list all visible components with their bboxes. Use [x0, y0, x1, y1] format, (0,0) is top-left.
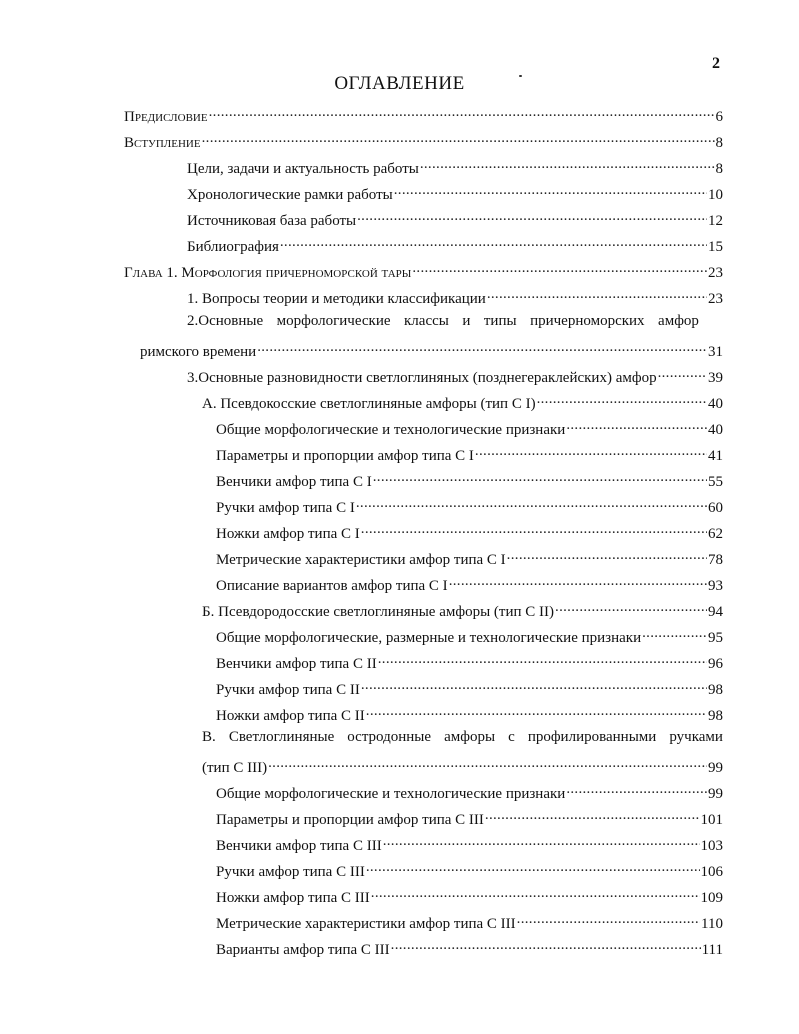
toc-entry [187, 285, 723, 308]
toc-entry [216, 442, 723, 465]
page-number: 2 [712, 55, 720, 72]
toc-entry-page: 40 [708, 396, 723, 412]
toc-entry-label: Метрические характеристики амфор типа С I [216, 552, 506, 568]
toc-entry-page: 78 [708, 552, 723, 568]
toc-entry-label: Метрические характеристики амфор типа С III [216, 916, 516, 932]
toc-leader [268, 754, 707, 772]
toc-leader [449, 572, 707, 590]
toc-entry [216, 936, 723, 959]
toc-entry [216, 702, 723, 725]
toc-entry [216, 858, 723, 881]
toc-entry-page: 10 [708, 187, 723, 203]
toc-entry [202, 754, 723, 777]
toc-entry-page: 96 [708, 656, 723, 672]
word: остродонные [347, 729, 432, 745]
toc-entry [216, 806, 723, 829]
toc-entry [216, 520, 723, 543]
toc-leader [357, 207, 707, 225]
toc-entry-label: Хронологические рамки работы [187, 187, 393, 203]
scan-speck [519, 75, 522, 77]
toc-leader [202, 129, 715, 147]
toc-leader [356, 494, 707, 512]
toc-leader [366, 858, 700, 876]
toc-entry-page: 94 [708, 604, 723, 620]
toc-leader [566, 780, 707, 798]
word: с [508, 729, 515, 745]
word: ручками [669, 729, 723, 745]
toc-entry [216, 676, 723, 699]
toc-entry-label: Вступление [124, 135, 201, 151]
toc-leader [378, 650, 707, 668]
toc-entry-label: Ручки амфор типа С II [216, 682, 360, 698]
toc-entry [216, 650, 723, 673]
toc-entry-label: Венчики амфор типа С III [216, 838, 382, 854]
toc-entry-label: Параметры и пропорции амфор типа С I [216, 448, 474, 464]
toc-entry-label: Ручки амфор типа С I [216, 500, 355, 516]
toc-entry-label: Предисловие [124, 109, 208, 125]
toc-entry-label: Цели, задачи и актуальность работы [187, 161, 419, 177]
toc-entry [216, 624, 723, 647]
word: амфоры [444, 729, 496, 745]
toc-entry [216, 910, 723, 933]
toc-entry-page: 99 [708, 786, 723, 802]
toc-entry [187, 181, 723, 204]
toc-leader [642, 624, 707, 642]
toc-entry [216, 832, 723, 855]
toc-leader [566, 416, 707, 434]
toc-entry-page: 40 [708, 422, 723, 438]
chapter-title: Морфология причерноморской тары [181, 265, 412, 281]
toc-entry-page: 8 [715, 135, 723, 151]
toc-entry [216, 546, 723, 569]
page-title: ОГЛАВЛЕНИЕ [334, 73, 465, 94]
toc-entry-label: Источниковая база работы [187, 213, 357, 229]
toc-entry-page: 23 [708, 265, 723, 281]
toc-entry-label: Венчики амфор типа С I [216, 474, 372, 490]
toc-leader [257, 338, 707, 356]
toc-leader [280, 233, 707, 251]
toc-entry-chapter [124, 259, 723, 282]
toc-entry [187, 233, 723, 256]
toc-entry-label: Описание вариантов амфор типа С I [216, 578, 448, 594]
word: морфологические [276, 313, 391, 329]
toc-entry-label: Общие морфологические, размерные и технологические признаки [216, 630, 642, 646]
word: В. [202, 729, 216, 745]
toc-leader [383, 832, 700, 850]
toc-entry-page: 98 [708, 708, 723, 724]
toc-entry [216, 494, 723, 517]
toc-entry-label: римского времени [140, 344, 257, 360]
toc-entry-label: А. Псевдокосские светлоглиняные амфоры (тип С I) [202, 396, 536, 412]
toc-entry [140, 338, 723, 361]
toc-entry-page: 98 [708, 682, 723, 698]
toc-entry-page: 99 [708, 760, 723, 776]
toc-entry [202, 598, 723, 621]
toc-leader [555, 598, 707, 616]
toc-entry-label: Б. Псевдородосские светлоглиняные амфоры (тип С II) [202, 604, 555, 620]
toc-entry-page: 106 [700, 864, 723, 880]
toc-leader [475, 442, 707, 460]
toc-leader [420, 155, 715, 173]
word: 2.Основные [187, 313, 264, 329]
toc-leader [537, 390, 707, 408]
toc-leader [517, 910, 700, 928]
toc-entry-label [124, 264, 411, 282]
toc-entry-label: Общие морфологические и технологические признаки [216, 422, 566, 438]
toc-entry-line1 [187, 312, 699, 330]
toc-entry-page: 8 [715, 161, 723, 177]
toc-entry [124, 129, 723, 152]
toc-entry-page: 110 [701, 916, 723, 932]
toc-entry [187, 364, 723, 387]
toc-entry-page: 60 [708, 500, 723, 516]
toc-entry-page: 23 [708, 291, 723, 307]
toc-leader [658, 364, 707, 382]
toc-leader [485, 806, 700, 824]
toc-entry-page: 111 [701, 942, 723, 958]
toc-leader [366, 702, 707, 720]
toc-entry-line1 [202, 728, 723, 746]
toc-entry-page: 55 [708, 474, 723, 490]
word: амфор [658, 313, 699, 329]
toc-leader [373, 468, 707, 486]
toc-entry [187, 207, 723, 230]
word: и [462, 313, 471, 329]
toc-entry [187, 155, 723, 178]
toc-entry-page: 103 [700, 838, 723, 854]
word: классы [404, 313, 449, 329]
toc-entry-label: Общие морфологические и технологические признаки [216, 786, 566, 802]
toc-entry-label: Варианты амфор типа С III [216, 942, 390, 958]
toc-leader [412, 259, 707, 277]
toc-entry-label: 1. Вопросы теории и методики классификации [187, 291, 486, 307]
toc-entry-label: Ножки амфор типа С II [216, 708, 365, 724]
word: типы [483, 313, 517, 329]
chapter-prefix: Глава 1. [124, 265, 178, 281]
word: Светлоглиняные [228, 729, 335, 745]
toc-leader [391, 936, 701, 954]
toc-entry-label: Параметры и пропорции амфор типа С III [216, 812, 484, 828]
toc-leader [394, 181, 707, 199]
word: профилированными [527, 729, 657, 745]
toc-entry [216, 416, 723, 439]
toc-entry-page: 12 [708, 213, 723, 229]
toc-entry [216, 780, 723, 803]
toc-entry-page: 15 [708, 239, 723, 255]
toc-leader [507, 546, 707, 564]
toc-leader [361, 676, 707, 694]
toc-entry [216, 572, 723, 595]
word: причерноморских [530, 313, 645, 329]
toc-entry-label: Ножки амфор типа С III [216, 890, 370, 906]
toc-entry [216, 884, 723, 907]
toc-entry-page: 95 [708, 630, 723, 646]
toc-entry-page: 31 [708, 344, 723, 360]
toc-entry-label: Ручки амфор типа С III [216, 864, 365, 880]
toc-entry-page: 101 [700, 812, 723, 828]
toc-entry-page: 109 [700, 890, 723, 906]
toc-entry-label: Венчики амфор типа С II [216, 656, 377, 672]
toc-entry [202, 390, 723, 413]
toc-entry-page: 6 [715, 109, 723, 125]
toc-entry-label: 3.Основные разновидности светлоглиняных (позднегераклейских) амфор [187, 370, 657, 386]
toc-leader [371, 884, 700, 902]
toc-leader [487, 285, 707, 303]
toc-entry-label: Библиография [187, 239, 279, 255]
toc-entry-page: 41 [708, 448, 723, 464]
toc-entry-label: Ножки амфор типа С I [216, 526, 360, 542]
toc-entry-label: (тип С III) [202, 760, 268, 776]
toc-entry [216, 468, 723, 491]
toc-entry-page: 93 [708, 578, 723, 594]
toc-entry-page: 39 [708, 370, 723, 386]
toc-entry [124, 103, 723, 126]
toc-leader [361, 520, 707, 538]
toc-leader [209, 103, 715, 121]
toc-entry-page: 62 [708, 526, 723, 542]
